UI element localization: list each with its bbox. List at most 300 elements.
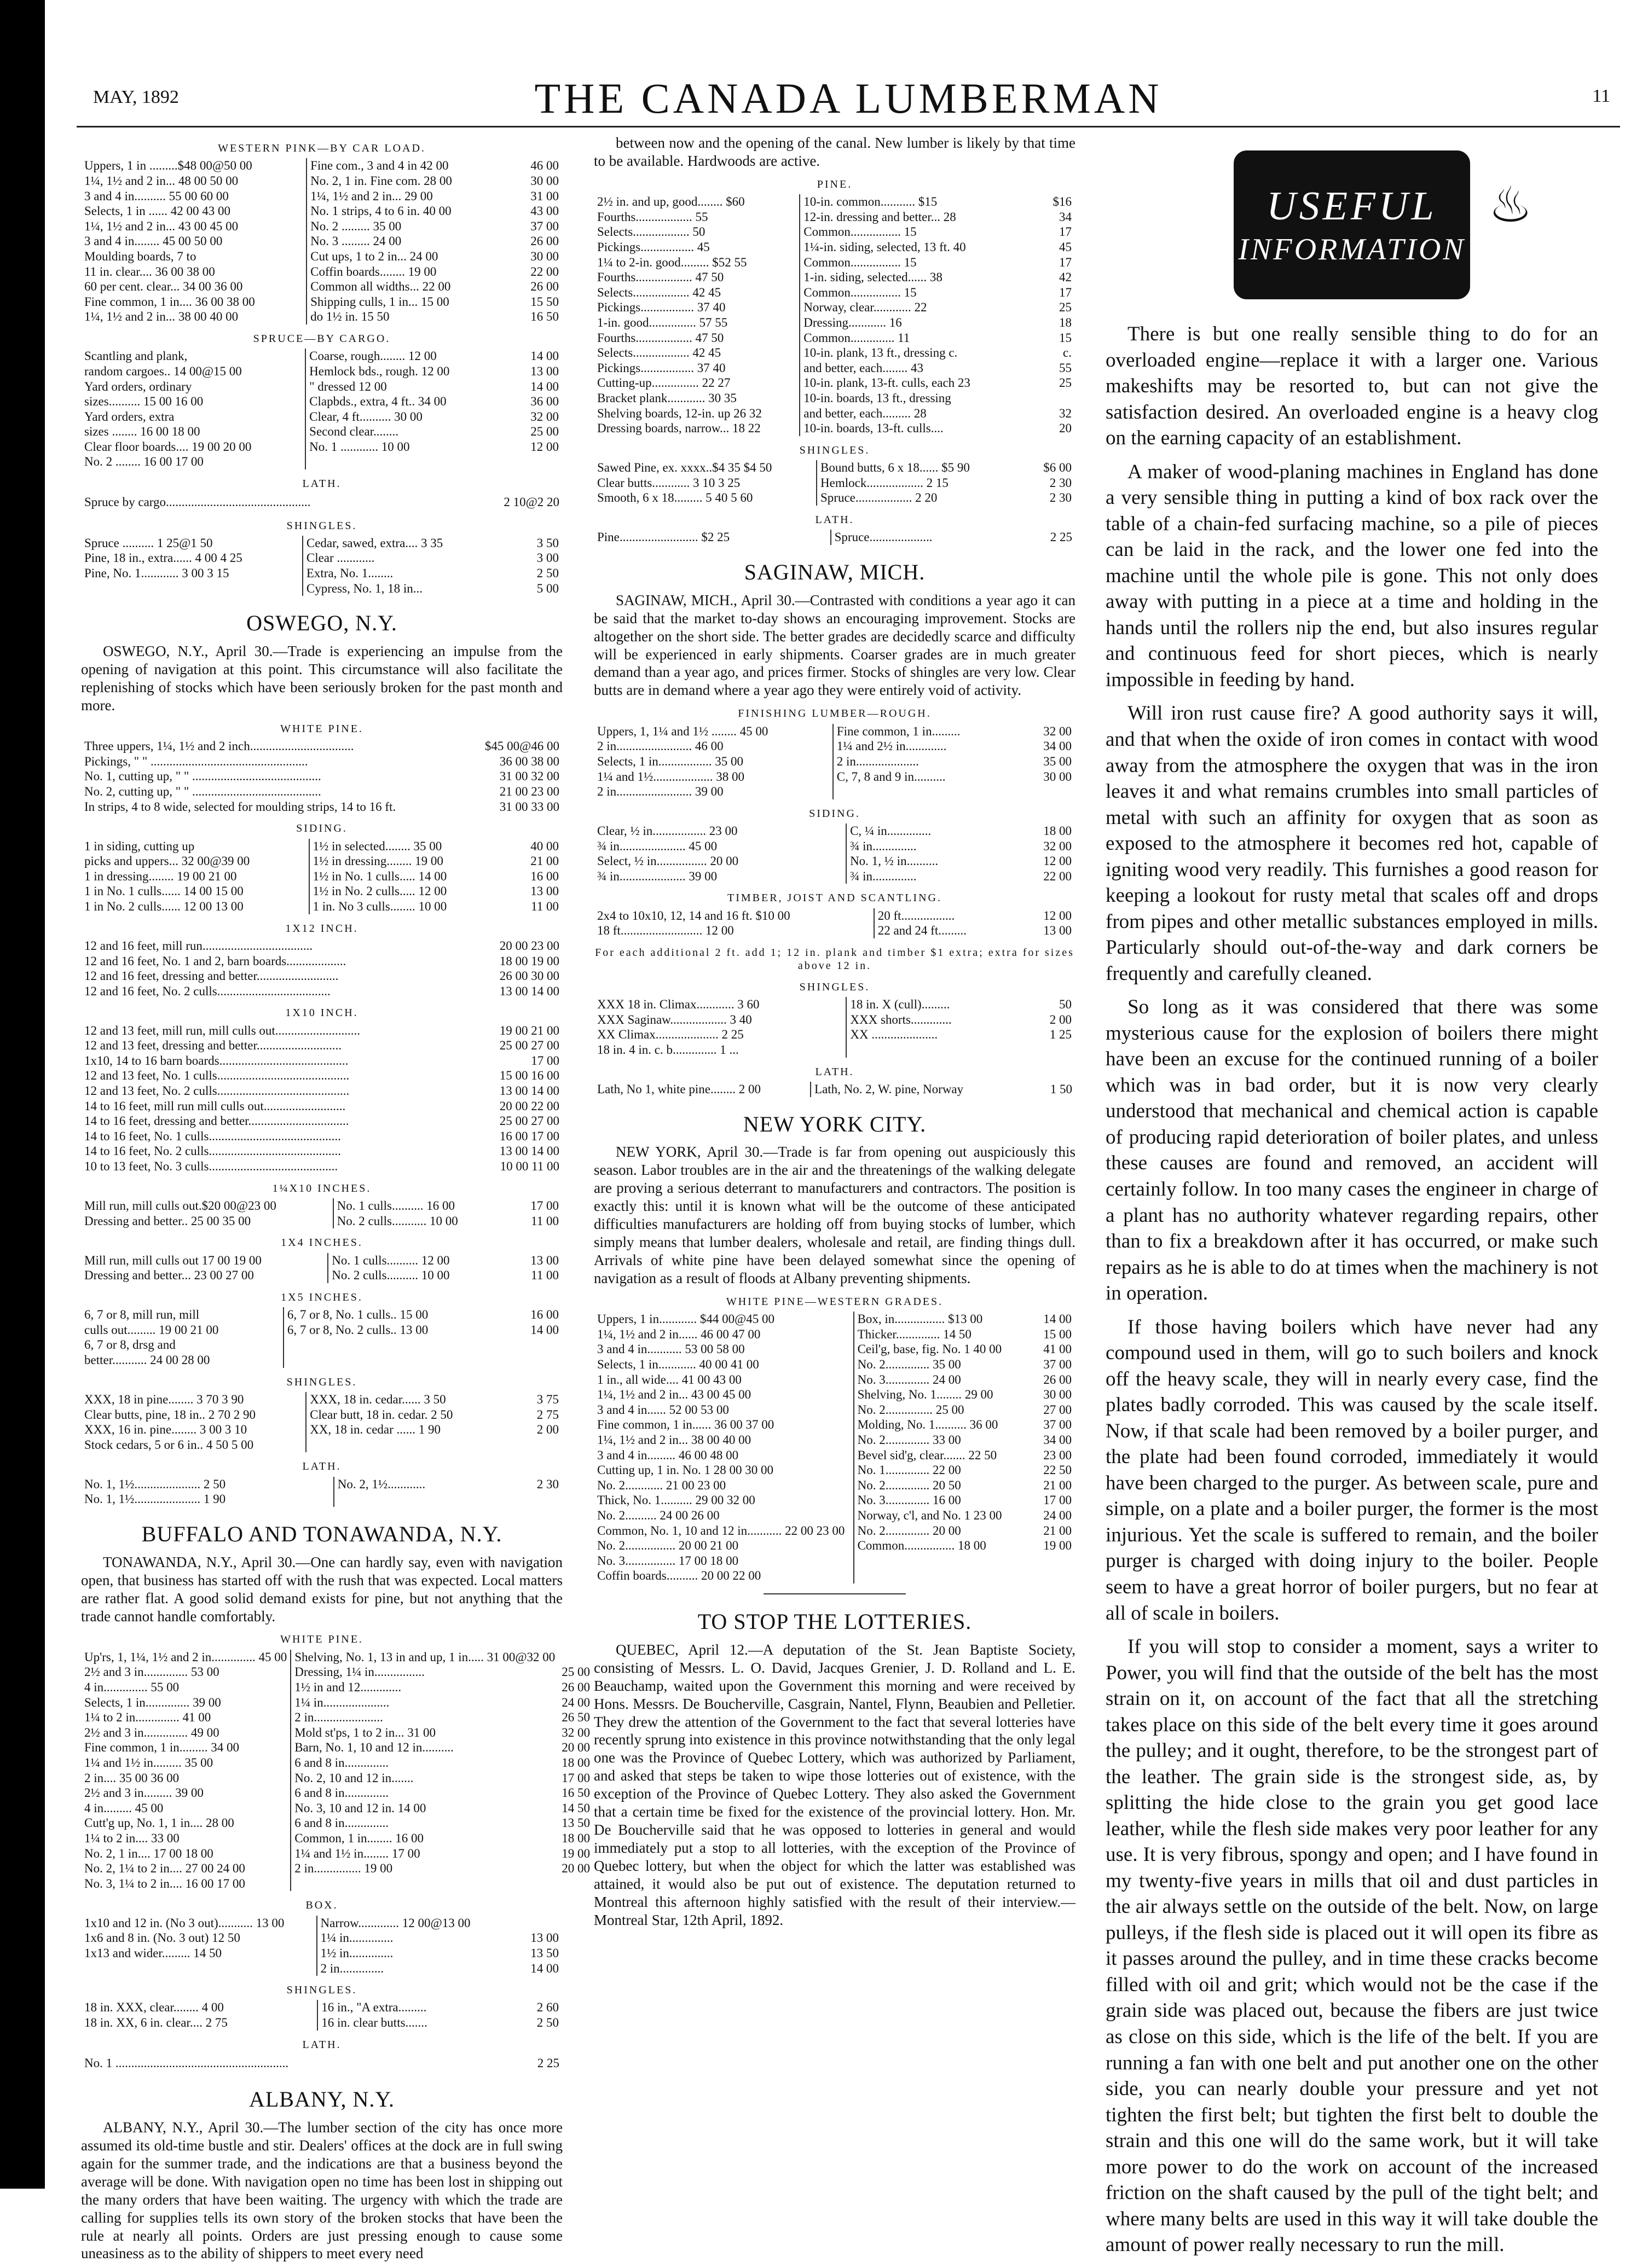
price-cell: XXX, 16 in. pine........ 3 00 3 10 <box>81 1422 306 1437</box>
price-cell <box>495 1437 562 1453</box>
price-cell: 1½ in No. 1 culls..... 14 00 <box>313 869 447 883</box>
price-cell: 2½ and 3 in.............. 49 00 <box>81 1725 291 1741</box>
price-cell: 45 <box>1059 240 1072 254</box>
price-cell: 6, 7 or 8, No. 2 culls.. 13 00 <box>287 1322 429 1337</box>
price-cell: Lath, No. 2, W. pine, Norway <box>814 1082 964 1096</box>
price-cell: 14 to 16 feet, mill run mill culls out.......................... <box>84 1099 346 1113</box>
price-cell: Up'rs, 1, 1¼, 1½ and 2 in.............. 45 00 <box>81 1650 291 1665</box>
price-cell: 22 and 24 ft......... <box>877 924 967 938</box>
price-cell: 25 00 <box>530 425 559 439</box>
price-cell: No. 3.............. 16 00 <box>857 1493 961 1507</box>
price-row <box>81 1930 562 1946</box>
price-cell: 16 50 <box>530 310 559 324</box>
price-row <box>81 839 562 854</box>
price-row <box>81 2015 562 2031</box>
price-row <box>81 754 563 769</box>
logo-line-2: INFORMATION <box>1238 232 1466 266</box>
price-row <box>594 1523 1075 1539</box>
price-cell: 2x4 to 10x10, 12, 14 and 16 ft. $10 00 <box>594 908 874 924</box>
price-row <box>594 739 1075 754</box>
price-cell: 15 50 <box>530 294 559 309</box>
newspaper-page <box>77 22 1620 2262</box>
price-row <box>81 1053 563 1069</box>
price-cell: 14 to 16 feet, No. 1 culls.......................................... <box>84 1129 341 1143</box>
price-cell: 2 in.................... <box>836 754 919 768</box>
price-cell: " dressed 12 00 <box>309 379 387 393</box>
price-cell: 16 in. clear butts....... <box>321 2016 427 2030</box>
price-cell: 2½ and 3 in.............. 53 00 <box>81 1664 291 1680</box>
price-cell: Bevel sid'g, clear....... 22 50 <box>857 1448 997 1462</box>
price-cell <box>495 454 562 469</box>
price-cell: $45 00@46 00 <box>484 739 559 753</box>
page-number: 11 <box>1592 86 1610 106</box>
price-table-caption: SIDING. <box>809 807 860 820</box>
price-row <box>594 194 1075 210</box>
price-row <box>81 1253 562 1268</box>
price-cell: 1¼ and 1½................... 38 00 <box>594 769 833 785</box>
price-cell <box>305 454 495 469</box>
price-cell: No. 2 culls........... 10 00 <box>337 1214 458 1228</box>
price-cell: ¾ in.............. <box>850 839 917 853</box>
price-cell: 13 00 14 00 <box>499 984 559 998</box>
price-table <box>594 194 1075 436</box>
price-cell: 36 00 <box>530 395 559 409</box>
price-cell: 14 to 16 feet, No. 2 culls.......................................... <box>84 1144 341 1158</box>
price-row <box>594 1357 1075 1372</box>
price-cell: Cutting-up............... 22 27 <box>594 375 800 391</box>
price-cell: 1¼, 1½ and 2 in... 38 00 40 00 <box>81 309 307 324</box>
price-cell: 21 00 23 00 <box>499 784 559 798</box>
price-cell: Dressing, 1¼ in................ <box>294 1665 425 1679</box>
price-cell: 13 00 <box>1043 924 1072 938</box>
price-cell: 18 00 <box>562 1831 591 1845</box>
price-row <box>594 1402 1075 1418</box>
price-cell: 6, 7 or 8, No. 1 culls.. 15 00 <box>287 1308 429 1322</box>
price-cell: 23 00 <box>1043 1448 1072 1462</box>
price-row <box>81 769 563 784</box>
price-cell: 6 and 8 in.............. <box>294 1755 389 1770</box>
price-cell: 2 in.............. <box>320 1961 384 1975</box>
price-cell: 1¼, 1½ and 2 in...... 46 00 47 00 <box>594 1327 854 1342</box>
price-cell: picks and uppers... 32 00@39 00 <box>81 854 309 869</box>
price-row <box>81 394 562 409</box>
price-cell: 12 00 <box>1043 908 1072 923</box>
price-row <box>81 173 562 189</box>
price-cell: 16 00 <box>530 869 559 883</box>
price-cell <box>495 1353 562 1368</box>
price-cell: No. 3 ......... 24 00 <box>310 234 402 248</box>
price-row <box>81 1740 593 1755</box>
price-cell: 19 00 <box>562 1846 591 1860</box>
price-table-caption: WHITE PINE. <box>280 722 363 735</box>
price-table-caption: 1X4 INCHES. <box>281 1237 363 1249</box>
price-cell: 12 and 13 feet, mill run, mill culls out........................... <box>84 1023 361 1037</box>
price-cell: 1½ in.............. <box>320 1946 394 1960</box>
price-cell: 32 <box>1059 406 1072 420</box>
price-table-caption: 1¼X10 INCHES. <box>272 1182 372 1194</box>
price-line <box>81 494 563 511</box>
price-cell: 1x10, 14 to 16 barn boards......................................... <box>84 1053 349 1068</box>
price-row <box>81 158 562 173</box>
price-row <box>81 984 563 999</box>
price-cell: 2 30 <box>1049 491 1072 505</box>
price-cell: random cargoes.. 14 00@15 00 <box>81 364 305 379</box>
price-row <box>81 249 562 264</box>
price-cell: Pickings, " " .................................................. <box>84 754 308 768</box>
price-row <box>594 908 1075 924</box>
market-heading: BUFFALO AND TONAWANDA, N.Y. <box>141 1521 502 1546</box>
price-cell <box>81 581 303 596</box>
price-cell: 14 50 <box>562 1801 591 1815</box>
price-cell: 34 <box>1059 210 1072 224</box>
price-cell: 13 00 14 00 <box>499 1144 559 1158</box>
price-cell: Clear floor boards.... 19 00 20 00 <box>81 439 305 455</box>
price-row <box>594 330 1075 346</box>
price-cell: 17 <box>1059 285 1072 299</box>
price-cell: 12 00 <box>530 439 559 454</box>
price-cell: No. 1 ............ 10 00 <box>309 439 410 454</box>
price-cell: 26 00 30 00 <box>499 969 559 983</box>
price-table <box>81 349 563 469</box>
price-row <box>81 1113 563 1129</box>
price-row <box>594 375 1075 391</box>
price-cell: 12 and 16 feet, mill run................................... <box>84 938 313 953</box>
price-cell: Dressing boards, narrow... 18 22 <box>594 421 800 436</box>
price-row <box>81 2000 562 2015</box>
price-cell: 3 and 4 in.......... 55 00 60 00 <box>81 189 307 204</box>
price-cell: Hemlock bds., rough. 12 00 <box>309 364 450 378</box>
price-cell: No. 2.............. 35 00 <box>857 1358 961 1372</box>
price-cell: Clear, ½ in................. 23 00 <box>594 823 846 839</box>
price-row <box>81 1083 563 1099</box>
price-cell: Narrow............. 12 00@13 00 <box>320 1916 471 1930</box>
price-cell: Common all widths... 22 00 <box>310 280 451 294</box>
price-cell: 24 00 <box>562 1695 591 1709</box>
price-cell: 17 <box>1059 255 1072 269</box>
price-row <box>594 754 1075 769</box>
price-cell: 1¼-in. siding, selected, 13 ft. 40 <box>803 240 966 254</box>
price-row <box>594 1463 1075 1478</box>
price-cell: 12 and 16 feet, No. 1 and 2, barn boards................... <box>84 954 346 968</box>
price-cell: 10 00 11 00 <box>500 1159 559 1174</box>
price-row <box>81 1099 563 1114</box>
price-cell: 18 in. XXX, clear........ 4 00 <box>81 2000 317 2015</box>
column-1 <box>81 134 591 2268</box>
price-cell: No. 2.............. 20 00 <box>857 1523 961 1538</box>
price-row <box>594 210 1075 225</box>
price-cell: 1½ in and 12............. <box>294 1680 402 1695</box>
price-cell: 32 00 <box>562 1725 591 1739</box>
price-cell: Three uppers, 1¼, 1½ and 2 inch................................. <box>84 739 354 753</box>
price-cell: 1 in. No 3 culls........ 10 00 <box>313 899 447 913</box>
price-cell: 36 00 38 00 <box>499 754 559 768</box>
market-heading: SAGINAW, MICH. <box>744 559 926 584</box>
price-row <box>81 1725 593 1741</box>
price-row <box>81 364 562 379</box>
price-cell: 11 in. clear.... 36 00 38 00 <box>81 264 307 280</box>
price-cell: 1¼ and 1½ in......... 35 00 <box>81 1755 291 1771</box>
price-cell: 1 50 <box>1050 1082 1072 1096</box>
price-cell: Clear, 4 ft.......... 30 00 <box>309 409 423 424</box>
price-cell: 20 ft................. <box>877 908 955 923</box>
price-cell: No. 2.......... 24 00 26 00 <box>594 1508 854 1523</box>
price-cell: No. 2 ........ 16 00 17 00 <box>81 454 305 469</box>
price-row <box>594 869 1075 884</box>
price-cell: and better, each........ 43 <box>803 361 924 375</box>
price-row <box>81 1129 563 1144</box>
price-cell: 1¼ and 2½ in............. <box>836 739 947 753</box>
price-cell: Shelving boards, 12-in. up 26 32 <box>594 406 800 421</box>
price-cell: 37 00 <box>1043 1418 1072 1432</box>
price-cell: 32 00 <box>1043 724 1072 738</box>
price-cell: 37 00 <box>530 219 559 233</box>
price-cell <box>1008 391 1075 406</box>
price-cell <box>495 1492 562 1507</box>
publication-title: THE CANADA LUMBERMAN <box>534 74 1163 122</box>
price-cell: 2 in...................... <box>294 1710 383 1725</box>
price-row <box>81 1916 562 1931</box>
price-row <box>594 769 1075 785</box>
price-cell: 18 in. 4 in. c. b.............. 1 ... <box>594 1042 846 1058</box>
price-row <box>81 1307 562 1322</box>
price-cell: 13 00 14 00 <box>499 1084 559 1098</box>
price-cell: culls out......... 19 00 21 00 <box>81 1322 284 1338</box>
price-cell: Fine common, 1 in.... 36 00 38 00 <box>81 294 307 310</box>
price-value: 2 25 <box>537 2056 559 2070</box>
price-label: No. 1 ....................................................... <box>84 2056 289 2070</box>
price-table-caption: WHITE PINE. <box>280 1633 363 1646</box>
price-cell: 20 <box>1059 421 1072 436</box>
price-cell: Common.............. 11 <box>803 330 910 345</box>
oil-can-icon: ♨ <box>1488 178 1533 233</box>
price-cell: Hemlock.................. 2 15 <box>820 475 949 490</box>
price-table <box>594 823 1075 884</box>
article-paragraph: So long as it was considered that there was some mysterious cause for the explosion of boilers there might have been an excuse for the continued running of a boiler which was in bad order, but it is now very clearly understood that mechanical and chemical action is capable of producing rapid deterioration of boiler plates, and unless these causes are found and removed, an accident will certainly follow. In too many cases the engineer in charge of a plant has no authority whatever regarding repairs, other than to fix a breakdown after it has occurred, or make such repairs as he is able to do at times when the machinery is not in operation. <box>1106 996 1598 1305</box>
price-cell: No. 2, 1 in. Fine com. 28 00 <box>310 173 452 188</box>
price-cell: Pickings................. 37 40 <box>594 300 800 315</box>
price-cell: 18 <box>1059 316 1072 330</box>
price-cell: 13 00 <box>530 1253 559 1267</box>
price-cell: 2 in.... 35 00 36 00 <box>81 1771 291 1786</box>
price-cell: No. 3, 1¼ to 2 in.... 16 00 17 00 <box>81 1876 291 1892</box>
price-cell: Mill run, mill culls out 17 00 19 00 <box>81 1253 328 1268</box>
price-cell: Spruce.................... <box>834 530 933 544</box>
price-line <box>81 2055 563 2072</box>
price-cell: Sawed Pine, ex. xxxx..$4 35 $4 50 <box>594 460 817 475</box>
price-cell: No. 2................ 20 00 21 00 <box>594 1538 854 1553</box>
price-cell: 55 <box>1059 361 1072 375</box>
price-cell: Spruce.................. 2 20 <box>820 491 938 505</box>
price-cell: Cypress, No. 1, 18 in... <box>306 581 423 595</box>
price-cell: No. 2, 10 and 12 in....... <box>294 1771 414 1785</box>
price-row <box>81 1353 562 1368</box>
price-row <box>81 938 563 954</box>
price-cell: Cutting up, 1 in. No. 1 28 00 30 00 <box>594 1463 854 1478</box>
price-row <box>594 1327 1075 1342</box>
price-cell: Selects.................. 42 45 <box>594 285 800 300</box>
price-label: Spruce by cargo.............................................. <box>84 495 311 509</box>
price-row <box>81 349 562 364</box>
price-cell: 1 in dressing........ 19 00 21 00 <box>81 869 309 884</box>
price-cell: do 1½ in. 15 50 <box>310 310 390 324</box>
market-report: OSWEGO, N.Y., April 30.—Trade is experiencing an impulse from the opening of navigation at this point. This circumstance will also facilitate the replenishing of stocks which have been seriously broken for the past month and more. <box>81 643 563 714</box>
price-cell: 13 00 <box>530 884 559 898</box>
price-cell: Moulding boards, 7 to <box>81 249 307 264</box>
price-row <box>81 1144 563 1159</box>
price-table-caption: SPRUCE—BY CARGO. <box>253 332 391 345</box>
price-cell: In strips, 4 to 8 wide, selected for moulding strips, 14 to 16 ft. <box>84 799 396 814</box>
price-cell <box>1008 1553 1075 1569</box>
price-cell: Clear butts, pine, 18 in.. 2 70 2 90 <box>81 1407 306 1423</box>
price-row <box>594 1342 1075 1357</box>
price-row <box>594 1508 1075 1523</box>
price-cell: Pickings................. 37 40 <box>594 361 800 376</box>
price-table-caption: LATH. <box>815 513 854 526</box>
price-cell: No. 1, 1½..................... 2 50 <box>81 1477 334 1492</box>
price-cell: Common................ 15 <box>803 225 917 239</box>
price-cell: 37 00 <box>1043 1358 1072 1372</box>
price-cell: XXX Saginaw.................. 3 40 <box>594 1012 846 1028</box>
market-heading: TO STOP THE LOTTERIES. <box>697 1609 972 1634</box>
price-table <box>81 1916 563 1976</box>
price-cell: 2 in........................ 39 00 <box>594 784 833 799</box>
price-cell: Cedar, sawed, extra.... 3 35 <box>306 536 443 550</box>
price-table-caption: SHINGLES. <box>286 1376 357 1388</box>
price-row <box>594 1478 1075 1493</box>
price-cell: 5 00 <box>536 581 559 595</box>
price-cell: 1¼ to 2-in. good......... $52 55 <box>594 255 800 270</box>
price-table-caption: LATH. <box>815 1065 854 1078</box>
market-heading: NEW YORK CITY. <box>743 1111 927 1136</box>
price-cell: Uppers, 1 in .........$48 00@50 00 <box>81 158 307 173</box>
price-cell: 10 to 13 feet, No. 3 culls......................................... <box>84 1159 338 1174</box>
section-rule <box>764 1593 906 1594</box>
price-cell <box>81 1961 317 1976</box>
logo-line-1: USEFUL <box>1267 183 1437 229</box>
market-report: NEW YORK, April 30.—Trade is far from opening out auspiciously this season. Labor troubles are in the air and the threatenings of the walking delegate are proving a serious deterrant to manufacturers and contractors. The position is exactly this: until it is known what will be the outcome of these anticipated difficulties manufacturers are holding off from buying stocks of lumber, which simply means that lumber dealers, wholesale and retail, are finding things dull. Arrivals of white pine have been delayed somewhat since the opening of navigation as a result of floods at Albany preventing shipments. <box>594 1144 1075 1286</box>
price-row <box>594 255 1075 270</box>
price-table-caption: WHITE PINE—WESTERN GRADES. <box>726 1295 944 1308</box>
price-cell: 17 00 <box>530 1199 559 1213</box>
price-cell: Scantling and plank, <box>81 349 305 364</box>
price-cell: 60 per cent. clear... 34 00 36 00 <box>81 279 307 294</box>
price-table <box>81 1307 563 1367</box>
price-cell: 2 30 <box>1049 475 1072 490</box>
price-cell: Stock cedars, 5 or 6 in.. 4 50 5 00 <box>81 1437 306 1453</box>
price-table <box>81 2000 563 2030</box>
price-row <box>81 1771 593 1786</box>
price-table <box>81 1392 563 1452</box>
market-report: SAGINAW, MICH., April 30.—Contrasted with conditions a year ago it can be said that the market to-day shows an encouraging improvement. Stocks are altogether on the short side. The better grades are decidedly scarce and difficulty will be experienced in early shipments. Coarser grades are in much greater demand than a year ago, and prices firmer. Stocks of shingles are very low. Clear butts are in demand where a year ago they were entirely void of activity. <box>594 591 1075 699</box>
price-cell: Clapbds., extra, 4 ft.. 34 00 <box>309 395 447 409</box>
price-cell: XXX, 18 in. cedar...... 3 50 <box>310 1392 446 1406</box>
price-row <box>594 285 1075 300</box>
price-cell: 34 00 <box>1043 1433 1072 1447</box>
price-row <box>594 854 1075 869</box>
price-cell: better........... 24 00 28 00 <box>81 1353 284 1368</box>
price-cell: Fine common, 1 in......... <box>836 724 961 738</box>
price-cell: 22 00 <box>530 264 559 279</box>
price-cell: 11 00 <box>531 899 559 913</box>
price-cell: 25 00 27 00 <box>499 1039 559 1053</box>
price-row <box>594 361 1075 376</box>
price-table-caption: 1X10 INCH. <box>285 1007 358 1019</box>
price-cell: 12 and 16 feet, No. 2 culls.................................... <box>84 984 331 998</box>
price-table <box>594 1082 1075 1097</box>
price-cell: Clear butts............ 3 10 3 25 <box>594 475 817 491</box>
article-paragraph: There is but one really sensible thing to do for an overloaded engine—replace it with a larger one. Various makeshifts may be resorted to, but can not give the satisfaction desired. An overloaded engine is a heavy clog on the earning capacity of an establishment. <box>1106 323 1598 450</box>
price-row <box>81 1068 563 1083</box>
price-cell: No. 2.............. 20 50 <box>857 1478 961 1492</box>
price-table <box>594 1312 1075 1583</box>
timber-note: For each additional 2 ft. add 1; 12 in. plank and timber $1 extra; extra for sizes above 12 in. <box>595 947 1074 972</box>
article-paragraph: If you will stop to consider a moment, says a writer to Power, you will find that the outside of the belt has the most strain on it, on account of the fact that all the stretching takes place on this side of the belt every time it goes around the pulley; and it ought, therefore, to be the strongest part of the leather. The grain side is the strongest side, as, by splitting the hide close to the grain you get good lace leather, while the flesh side makes very poor leather for any use. It is very fibrous, spongy and open; and I have found in my twenty-five years in mills that oil and dust particles in the air always settle on the outside of the belt. Now, on large pulleys, if the flesh side is placed out it will open its fibre as it passes around the pulley, and in time these cracks become filled with oil and grit; which would not be the case if the grain side was placed out, because the fibers are just twice as close on this side, which is the life of the belt. If you are running a fan with one belt and put another one on the other side, you can nearly double your pressure and yet not tighten the first belt; but tighten the first belt to double the strain and this one will do the same work, but it will take more power to do the work on account of the increased friction on the shaft caused by the pull of the tight belt; and where many belts are used in this way it will take double the amount of power really necessary to run the mill. <box>1106 1635 1598 2257</box>
price-cell: Barn, No. 1, 10 and 12 in.......... <box>294 1741 454 1755</box>
price-row <box>594 1387 1075 1402</box>
price-cell: Pine......................... $2 25 <box>594 530 831 545</box>
page-binding-edge <box>0 0 45 2189</box>
price-cell: 6 and 8 in.............. <box>294 1786 389 1800</box>
price-table-caption: SHINGLES. <box>799 444 870 456</box>
market-report: between now and the opening of the canal. New lumber is likely by that time to be available. Hardwoods are active. <box>594 135 1075 169</box>
price-cell <box>495 1916 562 1931</box>
price-table <box>81 536 563 596</box>
price-row <box>594 315 1075 330</box>
price-row <box>81 784 563 799</box>
price-table-caption: LATH. <box>302 2038 342 2051</box>
price-cell <box>1008 1042 1075 1058</box>
price-table <box>594 908 1075 938</box>
price-row <box>594 1553 1075 1569</box>
price-cell: 2 75 <box>536 1407 559 1422</box>
price-cell: XX ..................... <box>850 1028 938 1042</box>
price-row <box>594 406 1075 421</box>
price-cell: 10-in. plank, 13 ft., dressing c. <box>803 346 958 360</box>
price-row <box>81 1831 593 1846</box>
price-row <box>594 300 1075 315</box>
price-cell: Fourths.................. 47 50 <box>594 330 800 346</box>
masthead-rule <box>77 126 1620 127</box>
price-cell: 2 00 <box>1049 1012 1072 1026</box>
price-cell: 41 00 <box>1043 1342 1072 1356</box>
price-cell: 35 00 <box>1043 754 1072 768</box>
price-cell: 3 and 4 in......... 46 00 48 00 <box>594 1448 854 1463</box>
price-cell: 3 00 <box>536 551 559 565</box>
price-cell: 1¼, 1½ and 2 in... 29 00 <box>310 189 433 203</box>
price-cell: 21 00 <box>530 854 559 868</box>
price-row <box>81 1392 562 1407</box>
price-row <box>81 1023 563 1039</box>
price-row <box>81 264 562 280</box>
price-cell: 18 00 <box>1043 824 1072 838</box>
price-table-caption: SIDING. <box>296 822 348 835</box>
article-paragraph: Will iron rust cause fire? A good authority says it will, and that when the oxide of iron comes in contact with wood away from the atmosphere the oxygen that was in the iron leaves it and what remains crumbles into small particles of metal with such an affinity for oxygen that as soon as exposed to the atmosphere it becomes red hot, capable of igniting wood very readily. This furnishes a good reason for keeping a lookout for rusty metal that scales off and drops from pipes and other metallic substances employed in mills. Particularly should out-of-the-way and dark corners be frequently and carefully cleaned. <box>1106 702 1598 985</box>
price-cell: 13 00 <box>530 1931 559 1945</box>
price-cell: 15 <box>1059 330 1072 345</box>
price-cell: Select, ½ in................ 20 00 <box>594 854 846 869</box>
price-cell: 1¼, 1½ and 2 in... 43 00 45 00 <box>594 1387 854 1402</box>
price-table-caption: SHINGLES. <box>286 519 357 532</box>
price-cell: 13 50 <box>562 1816 591 1830</box>
price-row <box>594 1012 1075 1028</box>
price-cell: 32 00 <box>1043 839 1072 853</box>
price-cell <box>284 1337 495 1353</box>
price-row <box>81 409 562 425</box>
price-cell: No. 1 culls.......... 12 00 <box>332 1253 450 1267</box>
price-row <box>81 1680 593 1695</box>
price-cell: 16 00 <box>530 1308 559 1322</box>
price-cell: ¾ in..................... 39 00 <box>594 869 846 884</box>
